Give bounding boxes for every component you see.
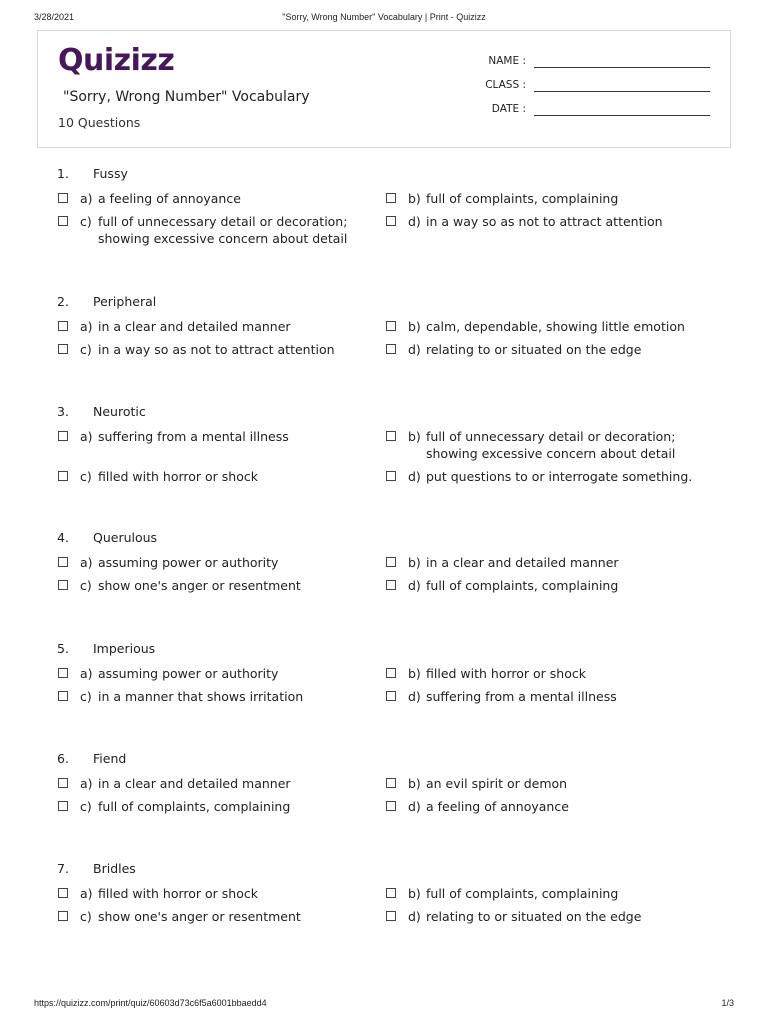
class-field[interactable] (470, 79, 710, 95)
answer-checkbox[interactable] (58, 471, 68, 481)
answer-checkbox[interactable] (58, 580, 68, 590)
question-number: 5. (57, 641, 69, 656)
answer-checkbox[interactable] (386, 668, 396, 678)
print-url: https://quizizz.com/print/quiz/60603d73c6f5a6001bbaedd4 (34, 998, 267, 1008)
option-letter: a) (80, 555, 93, 570)
option-letter: a) (80, 776, 93, 791)
answer-checkbox[interactable] (58, 911, 68, 921)
answer-checkbox[interactable] (58, 344, 68, 354)
question-word: Fiend (93, 751, 127, 766)
option-letter: b) (408, 886, 421, 901)
answer-checkbox[interactable] (58, 193, 68, 203)
name-label: NAME : (488, 55, 526, 67)
print-header (34, 12, 734, 26)
option-letter: c) (80, 799, 92, 814)
question-number: 6. (57, 751, 69, 766)
question-word: Imperious (93, 641, 156, 656)
option-letter: c) (80, 689, 92, 704)
answer-checkbox[interactable] (386, 321, 396, 331)
answer-checkbox[interactable] (58, 216, 68, 226)
option-letter: d) (408, 799, 421, 814)
option-letter: a) (80, 429, 93, 444)
question-word: Fussy (93, 166, 128, 181)
option-text: full of complaints, complaining (426, 191, 619, 206)
option-text: an evil spirit or demon (426, 776, 568, 791)
print-footer (34, 998, 734, 1012)
option-text: full of unnecessary detail or decoration; showing excessive concern about detail (426, 429, 676, 461)
answer-checkbox[interactable] (386, 344, 396, 354)
answer-checkbox[interactable] (58, 801, 68, 811)
option-letter: d) (408, 689, 421, 704)
name-field[interactable] (470, 55, 710, 71)
option-letter: d) (408, 578, 421, 593)
option-text: show one's anger or resentment (98, 578, 301, 593)
option-text: full of complaints, complaining (426, 578, 619, 593)
answer-checkbox[interactable] (386, 580, 396, 590)
page-number: 1/3 (721, 998, 734, 1008)
answer-checkbox[interactable] (386, 216, 396, 226)
option-letter: c) (80, 214, 92, 229)
answer-checkbox[interactable] (386, 431, 396, 441)
print-page-title: "Sorry, Wrong Number" Vocabulary | Print - Quizizz (282, 12, 486, 22)
option-text: a feeling of annoyance (426, 799, 569, 814)
answer-checkbox[interactable] (386, 888, 396, 898)
option-letter: b) (408, 666, 421, 681)
name-line[interactable] (534, 67, 710, 68)
option-text: full of complaints, complaining (98, 799, 291, 814)
question-number: 7. (57, 861, 69, 876)
option-text: full of unnecessary detail or decoration; showing excessive concern about detail (98, 214, 348, 246)
option-letter: a) (80, 191, 93, 206)
option-text: in a clear and detailed manner (98, 319, 291, 334)
option-letter: d) (408, 909, 421, 924)
answer-checkbox[interactable] (386, 911, 396, 921)
option-text: assuming power or authority (98, 666, 279, 681)
option-letter: a) (80, 666, 93, 681)
class-line[interactable] (534, 91, 710, 92)
option-text: filled with horror or shock (98, 886, 258, 901)
option-text: relating to or situated on the edge (426, 342, 642, 357)
answer-checkbox[interactable] (58, 691, 68, 701)
option-text: calm, dependable, showing little emotion (426, 319, 685, 334)
option-letter: d) (408, 214, 421, 229)
class-label: CLASS : (485, 79, 526, 91)
quiz-title: "Sorry, Wrong Number" Vocabulary (63, 89, 310, 105)
option-letter: a) (80, 886, 93, 901)
answer-checkbox[interactable] (386, 778, 396, 788)
option-text: in a way so as not to attract attention (426, 214, 663, 229)
answer-checkbox[interactable] (58, 557, 68, 567)
question-word: Peripheral (93, 294, 157, 309)
answer-checkbox[interactable] (386, 801, 396, 811)
answer-checkbox[interactable] (58, 778, 68, 788)
print-date: 3/28/2021 (34, 12, 75, 22)
option-text: put questions to or interrogate something. (426, 469, 693, 484)
option-text: filled with horror or shock (426, 666, 586, 681)
option-text: relating to or situated on the edge (426, 909, 642, 924)
quizizz-logo: Quizizz (58, 43, 175, 78)
answer-checkbox[interactable] (58, 431, 68, 441)
option-letter: b) (408, 776, 421, 791)
option-letter: d) (408, 469, 421, 484)
option-text: suffering from a mental illness (426, 689, 617, 704)
option-text: filled with horror or shock (98, 469, 258, 484)
answer-checkbox[interactable] (386, 471, 396, 481)
question-number: 1. (57, 166, 69, 181)
option-text: show one's anger or resentment (98, 909, 301, 924)
option-letter: d) (408, 342, 421, 357)
date-label: DATE : (491, 103, 526, 115)
question-word: Querulous (93, 530, 158, 545)
question-number: 4. (57, 530, 69, 545)
question-number: 3. (57, 404, 69, 419)
option-text: assuming power or authority (98, 555, 279, 570)
answer-checkbox[interactable] (386, 691, 396, 701)
option-text: suffering from a mental illness (98, 429, 289, 444)
option-letter: c) (80, 909, 92, 924)
quiz-header (37, 30, 731, 148)
option-letter: b) (408, 319, 421, 334)
answer-checkbox[interactable] (58, 321, 68, 331)
option-text: in a manner that shows irritation (98, 689, 304, 704)
option-letter: b) (408, 191, 421, 206)
option-letter: b) (408, 429, 421, 444)
question-word: Neurotic (93, 404, 146, 419)
option-letter: a) (80, 319, 93, 334)
answer-checkbox[interactable] (58, 888, 68, 898)
option-text: in a clear and detailed manner (426, 555, 619, 570)
answer-checkbox[interactable] (386, 557, 396, 567)
option-letter: c) (80, 342, 92, 357)
option-text: a feeling of annoyance (98, 191, 241, 206)
option-text: in a clear and detailed manner (98, 776, 291, 791)
date-field[interactable] (470, 103, 710, 119)
question-word: Bridles (93, 861, 136, 876)
question-count: 10 Questions (58, 115, 141, 130)
option-text: full of complaints, complaining (426, 886, 619, 901)
date-line[interactable] (534, 115, 710, 116)
answer-checkbox[interactable] (386, 193, 396, 203)
option-letter: c) (80, 469, 92, 484)
answer-checkbox[interactable] (58, 668, 68, 678)
option-text: in a way so as not to attract attention (98, 342, 335, 357)
option-letter: b) (408, 555, 421, 570)
question-number: 2. (57, 294, 69, 309)
option-letter: c) (80, 578, 92, 593)
